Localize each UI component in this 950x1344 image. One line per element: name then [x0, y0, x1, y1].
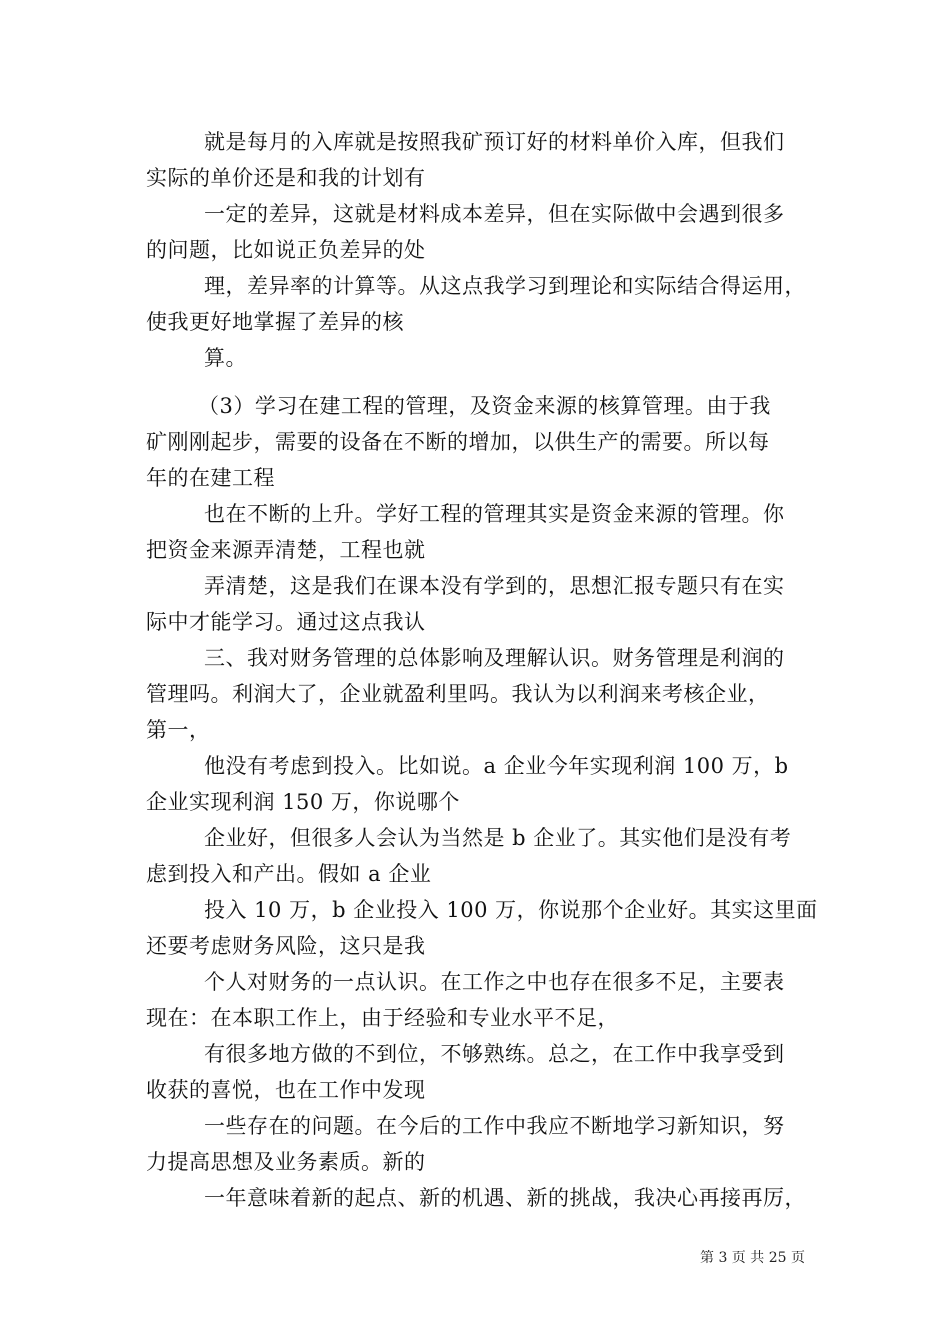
paragraph [146, 964, 826, 1036]
paragraph-line: 收获的喜悦，也在工作中发现 [146, 1078, 426, 1102]
paragraph [146, 1180, 826, 1228]
document-body [146, 124, 826, 1228]
paragraph [146, 568, 826, 640]
paragraph-line: 算。 [204, 346, 247, 370]
paragraph [146, 496, 826, 568]
paragraph-line: 的问题，比如说正负差异的处 [146, 238, 426, 262]
paragraph [146, 388, 826, 496]
paragraph [146, 340, 826, 388]
page-number: 第 3 页 共 25 页 [700, 1250, 805, 1266]
paragraph-line: 他没有考虑到投入。比如说。a 企业今年实现利润 100 万，b [204, 754, 789, 778]
paragraph-line: 三、我对财务管理的总体影响及理解认识。财务管理是利润的 [204, 646, 785, 670]
paragraph-line: 也在不断的上升。学好工程的管理其实是资金来源的管理。你 [204, 502, 785, 526]
paragraph [146, 268, 826, 340]
paragraph-line: 现在：在本职工作上，由于经验和专业水平不足， [146, 1006, 619, 1030]
paragraph-line: 理，差异率的计算等。从这点我学习到理论和实际结合得运用， [204, 274, 806, 298]
paragraph-line: 力提高思想及业务素质。新的 [146, 1150, 426, 1174]
paragraph [146, 748, 826, 820]
paragraph [146, 892, 826, 964]
paragraph-line: 使我更好地掌握了差异的核 [146, 310, 404, 334]
paragraph-line: 实际的单价还是和我的计划有 [146, 166, 426, 190]
paragraph-line: 年的在建工程 [146, 466, 275, 490]
paragraph-line: 弄清楚，这是我们在课本没有学到的，思想汇报专题只有在实 [204, 574, 785, 598]
paragraph-line: 第一， [146, 718, 211, 742]
paragraph [146, 1108, 826, 1180]
paragraph [146, 124, 826, 196]
paragraph-line: 虑到投入和产出。假如 a 企业 [146, 862, 432, 886]
paragraph-line: 投入 10 万，b 企业投入 100 万，你说那个企业好。其实这里面 [204, 898, 818, 922]
paragraph-line: 企业好，但很多人会认为当然是 b 企业了。其实他们是没有考 [204, 826, 792, 850]
paragraph-line: 有很多地方做的不到位，不够熟练。总之，在工作中我享受到 [204, 1042, 785, 1066]
paragraph-line: 一些存在的问题。在今后的工作中我应不断地学习新知识，努 [204, 1114, 785, 1138]
paragraph [146, 640, 826, 748]
paragraph-line: 一定的差异，这就是材料成本差异，但在实际做中会遇到很多 [204, 202, 785, 226]
paragraph-line: 一年意味着新的起点、新的机遇、新的挑战，我决心再接再厉， [204, 1186, 806, 1210]
paragraph-line: 还要考虑财务风险，这只是我 [146, 934, 426, 958]
paragraph [146, 196, 826, 268]
paragraph-line: 矿刚刚起步，需要的设备在不断的增加，以供生产的需要。所以每 [146, 430, 770, 454]
paragraph-line: 企业实现利润 150 万，你说哪个 [146, 790, 460, 814]
paragraph-line: 个人对财务的一点认识。在工作之中也存在很多不足，主要表 [204, 970, 785, 994]
paragraph-line: 把资金来源弄清楚，工程也就 [146, 538, 426, 562]
paragraph [146, 1036, 826, 1108]
paragraph-line: 际中才能学习。通过这点我认 [146, 610, 426, 634]
paragraph-line: 管理吗。利润大了，企业就盈利里吗。我认为以利润来考核企业， [146, 682, 770, 706]
paragraph [146, 820, 826, 892]
paragraph-line: （3）学习在建工程的管理，及资金来源的核算管理。由于我 [198, 394, 771, 418]
paragraph-line: 就是每月的入库就是按照我矿预订好的材料单价入库，但我们 [204, 130, 785, 154]
